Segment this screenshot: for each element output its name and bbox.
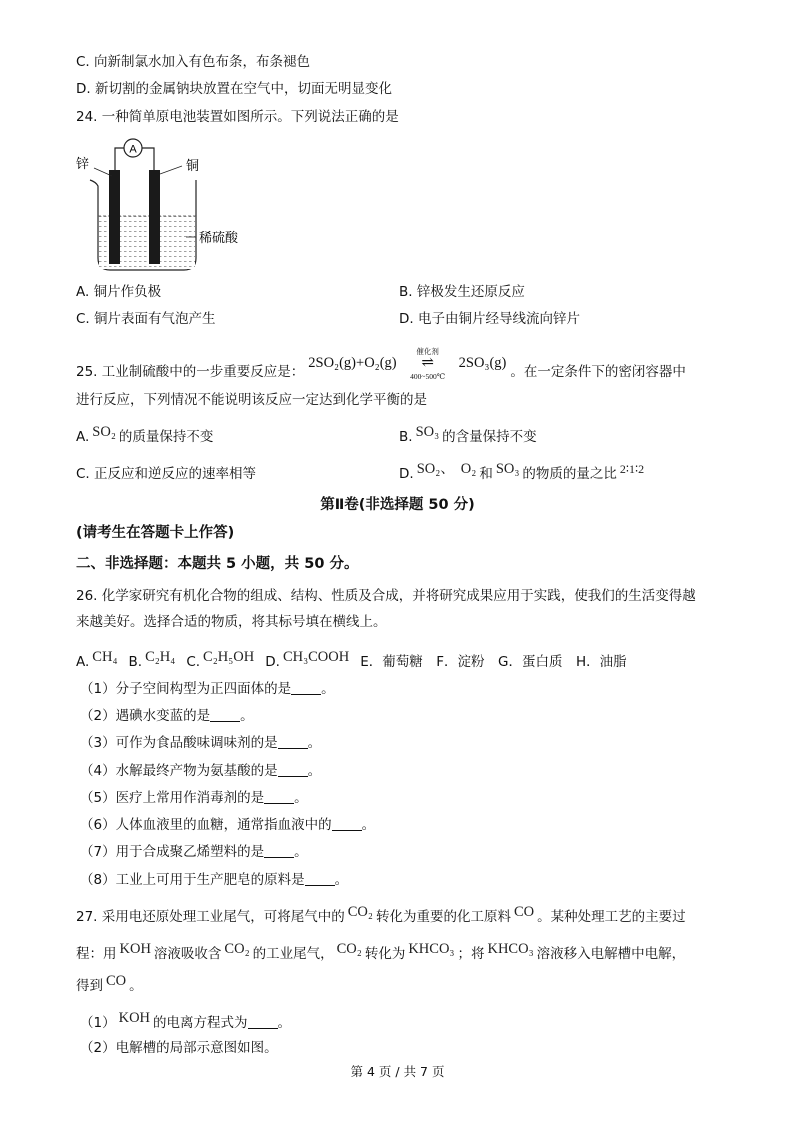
q26-sub8-end: 。	[334, 872, 349, 888]
q26-sub1	[80, 679, 335, 699]
q26-sub8-text: （8）工业上可用于生产肥皂的原料是	[80, 872, 305, 888]
q25-option-b-formula: SO₃	[415, 424, 440, 440]
q26-sub2-text: （2）遇碘水变蓝的是	[80, 708, 211, 724]
copper-electrode	[149, 170, 160, 264]
q26-sub7	[80, 842, 308, 862]
q27-l2-b: 溶液吸收含	[153, 946, 222, 962]
q27-l2-formula2: CO₂	[224, 941, 250, 957]
q26-stem-line1: 26. 化学家研究有机化合物的组成、结构、性质及合成，并将研究成果应用于实践，使我们的生活变得越	[76, 588, 696, 604]
q27-line2	[76, 941, 686, 964]
q25-option-d-text: 的物质的量之比	[522, 466, 617, 482]
q25-stem-line1	[76, 347, 686, 382]
q25-option-b-text: 的含量保持不变	[442, 429, 537, 445]
q26-sub1-end: 。	[321, 681, 335, 697]
q25-option-c: C. 正反应和逆反应的速率相等	[76, 466, 257, 482]
q26-option-d-letter: D.	[265, 654, 280, 670]
q26-sub2-end: 。	[240, 708, 254, 724]
q26-sub5	[80, 788, 308, 808]
answer-blank[interactable]	[210, 707, 240, 722]
q27-l2-e: ；将	[457, 946, 485, 962]
q26-sub4-end: 。	[307, 763, 322, 779]
q26-sub5-end: 。	[294, 790, 308, 806]
q26-sub2	[80, 706, 254, 726]
q25-option-d-ratio: 2∶1∶2	[619, 462, 645, 476]
q27-sub1-formula: KOH	[118, 1010, 151, 1026]
q27-l1-formula2: CO	[513, 904, 535, 920]
q24-option-b: B. 锌极发生还原反应	[399, 284, 525, 300]
q25-option-d-formula3: SO₃	[495, 461, 520, 477]
q26-sub8	[80, 870, 348, 890]
q26-option-c-formula: C₂H₅OH	[203, 649, 255, 665]
label-acid: 稀硫酸	[199, 231, 239, 246]
q27-l1-formula1: CO₂	[347, 904, 373, 920]
q26-sub7-end: 。	[294, 844, 308, 860]
q26-sub6-end: 。	[361, 817, 376, 833]
answer-blank[interactable]	[332, 816, 362, 831]
q27-l2-formula3: CO₂	[336, 941, 362, 957]
q26-options	[76, 649, 627, 672]
equilibrium-arrow-icon: ⇌ 催化剂 400~500℃	[405, 353, 451, 373]
q25-option-a-formula: SO₂	[92, 424, 116, 440]
q25-option-a-letter: A.	[76, 429, 90, 445]
q27-l2-a: 程：用	[76, 946, 117, 962]
q25-option-d-letter: D.	[399, 466, 414, 482]
q27-l2-formula1: KOH	[119, 941, 151, 957]
zinc-electrode	[109, 170, 120, 264]
q24-option-d: D. 电子由铜片经导线流向锌片	[399, 311, 580, 327]
q26-option-a-letter: A.	[76, 654, 90, 670]
q26-sub6-text: （6）人体血液里的血糖，通常指血液中的	[80, 817, 332, 833]
q24-stem: 24. 一种简单原电池装置如图所示。下列说法正确的是	[76, 109, 399, 125]
q26-option-a-formula: CH₄	[92, 649, 118, 665]
q26-sub6	[80, 815, 375, 835]
q25-option-d	[399, 461, 647, 484]
q24-option-c: C. 铜片表面有气泡产生	[76, 311, 216, 327]
section2-heading: 二、非选择题：本题共 5 小题，共 50 分。	[76, 556, 359, 572]
q25-stem-pre: 25. 工业制硫酸中的一步重要反应是：	[76, 364, 305, 380]
q27-l2-c: 的工业尾气，	[252, 946, 334, 962]
q25-option-d-and: 和	[479, 466, 493, 482]
q25-reaction-right: 2SO₃(g)	[458, 355, 507, 371]
q26-options-rest: E．葡萄糖 F．淀粉 G．蛋白质 H．油脂	[360, 654, 627, 670]
answer-blank[interactable]	[291, 680, 321, 695]
q26-option-b-formula: C₂H₄	[145, 649, 176, 665]
q27-l2-d: 转化为	[364, 946, 406, 962]
q25-stem-line2: 进行反应，下列情况不能说明该反应一定达到化学平衡的是	[76, 392, 427, 408]
q23-option-d: D. 新切割的金属钠块放置在空气中，切面无明显变化	[76, 81, 392, 97]
q27-l1-b: 转化为重要的化工原料	[375, 909, 511, 925]
q23-option-c: C. 向新制氯水加入有色布条，布条褪色	[76, 54, 311, 70]
q27-l3-b: 。	[129, 978, 143, 994]
q26-stem-line2: 来越美好。选择合适的物质，将其标号填在横线上。	[76, 614, 387, 630]
q27-sub1-end: 。	[277, 1015, 292, 1031]
q26-sub4	[80, 761, 321, 781]
q26-sub4-text: （4）水解最终产物为氨基酸的是	[80, 763, 278, 779]
answer-blank[interactable]	[278, 762, 308, 777]
q26-sub7-text: （7）用于合成聚乙烯塑料的是	[80, 844, 265, 860]
q27-sub1	[80, 1010, 292, 1033]
q27-l3-formula: CO	[106, 973, 127, 989]
section2-title: 第Ⅱ卷(非选择题 50 分)	[320, 497, 475, 513]
q25-catalyst: 催化剂	[416, 347, 439, 356]
q27-sub1-pre: （1）	[80, 1015, 116, 1031]
answer-blank[interactable]	[264, 843, 294, 858]
q26-sub1-text: （1）分子空间构型为正四面体的是	[80, 681, 292, 697]
q25-reaction-left: 2SO₂(g)+O₂(g)	[308, 355, 397, 371]
q27-l2-formula4: KHCO₃	[408, 941, 455, 957]
q27-l2-formula5: KHCO₃	[487, 941, 534, 957]
q25-option-d-formula2: O₂	[460, 461, 477, 477]
q26-sub3	[80, 733, 321, 753]
q25-option-a	[76, 424, 214, 447]
label-copper: 铜	[186, 159, 200, 174]
q27-sub2: （2）电解槽的局部示意图如图。	[80, 1040, 278, 1056]
q27-line3	[76, 973, 143, 996]
q27-line1	[76, 904, 686, 927]
section2-note: (请考生在答题卡上作答)	[76, 525, 235, 541]
q27-l1-a: 27. 采用电还原处理工业尾气，可将尾气中的	[76, 909, 345, 925]
q27-l3-a: 得到	[76, 978, 103, 994]
q25-option-a-text: 的质量保持不变	[118, 429, 214, 445]
answer-blank[interactable]	[305, 871, 335, 886]
q26-sub5-text: （5）医疗上常用作消毒剂的是	[80, 790, 265, 806]
q26-option-d-formula: CH₃COOH	[282, 649, 350, 665]
q26-sub3-end: 。	[307, 735, 322, 751]
q27-l1-c: 。某种处理工艺的主要过	[537, 909, 686, 925]
galvanic-cell-figure	[74, 134, 244, 278]
ammeter-label: A	[129, 143, 137, 156]
q25-option-d-formula1: SO₂、	[416, 461, 455, 477]
answer-blank[interactable]	[264, 789, 294, 804]
page-footer: 第 4 页 / 共 7 页	[350, 1064, 445, 1079]
q25-condition: 400~500℃	[410, 372, 446, 381]
q26-option-b-letter: B.	[128, 654, 143, 670]
q26-option-c-letter: C.	[186, 654, 201, 670]
q24-option-a: A. 铜片作负极	[76, 284, 162, 300]
q27-sub1-text: 的电离方程式为	[153, 1015, 248, 1031]
q26-sub3-text: （3）可作为食品酸味调味剂的是	[80, 735, 278, 751]
answer-blank[interactable]	[278, 734, 308, 749]
q25-option-b-letter: B.	[399, 429, 413, 445]
label-zinc: 锌	[76, 157, 90, 172]
answer-blank[interactable]	[248, 1014, 278, 1029]
q25-option-b	[399, 424, 537, 447]
q25-stem-post: 。在一定条件下的密闭容器中	[510, 364, 686, 380]
q27-l2-f: 溶液移入电解槽中电解，	[536, 946, 686, 962]
